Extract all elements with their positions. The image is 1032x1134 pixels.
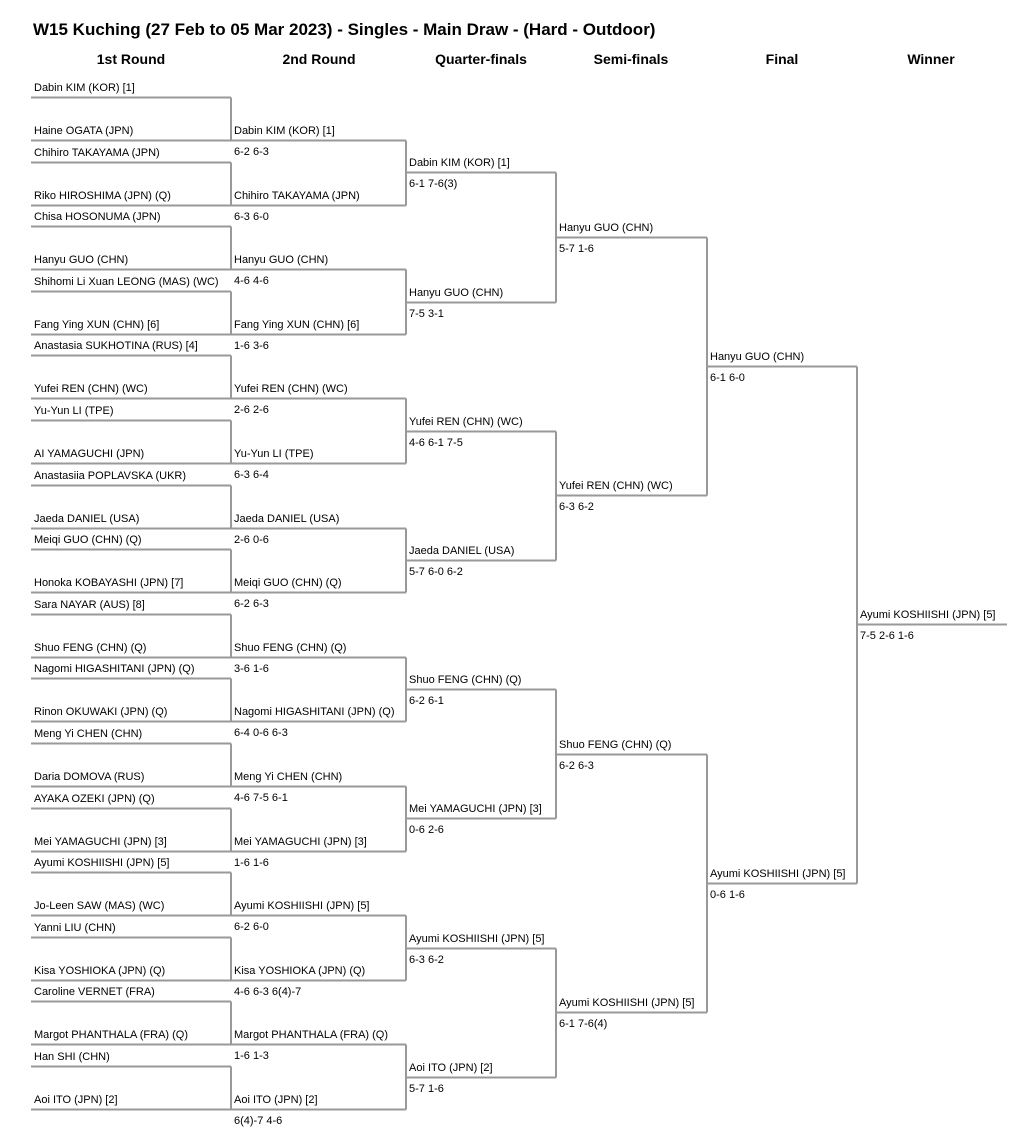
- match-score: 6-1 6-0: [710, 371, 745, 384]
- player-name: Meiqi GUO (CHN) (Q): [234, 576, 342, 589]
- match-score: 6(4)-7 4-6: [234, 1114, 283, 1127]
- player-name: Kisa YOSHIOKA (JPN) (Q): [34, 964, 166, 977]
- round-header-3: Quarter-finals: [435, 51, 527, 67]
- player-name: AI YAMAGUCHI (JPN): [34, 447, 145, 460]
- player-name: Shuo FENG (CHN) (Q): [559, 738, 672, 751]
- player-name: Ayumi KOSHIISHI (JPN) [5]: [409, 932, 545, 945]
- match-score: 3-6 1-6: [234, 662, 269, 675]
- player-name: Hanyu GUO (CHN): [710, 350, 805, 363]
- round-header-4: Semi-finals: [593, 51, 669, 67]
- player-name: Yanni LIU (CHN): [34, 921, 116, 934]
- player-name: Kisa YOSHIOKA (JPN) (Q): [234, 964, 366, 977]
- player-name: Aoi ITO (JPN) [2]: [409, 1061, 493, 1074]
- player-name: Jaeda DANIEL (USA): [34, 512, 140, 525]
- player-name: Ayumi KOSHIISHI (JPN) [5]: [559, 996, 695, 1009]
- match-score: 4-6 4-6: [234, 274, 269, 287]
- player-name: AYAKA OZEKI (JPN) (Q): [34, 792, 155, 805]
- player-name: Mei YAMAGUCHI (JPN) [3]: [409, 802, 542, 815]
- player-name: Ayumi KOSHIISHI (JPN) [5]: [234, 899, 370, 912]
- player-name: Ayumi KOSHIISHI (JPN) [5]: [860, 608, 996, 621]
- player-name: Shuo FENG (CHN) (Q): [409, 673, 522, 686]
- match-score: 5-7 6-0 6-2: [409, 565, 463, 578]
- player-name: Dabin KIM (KOR) [1]: [409, 156, 510, 169]
- player-name: Margot PHANTHALA (FRA) (Q): [34, 1028, 189, 1041]
- match-score: 1-6 3-6: [234, 339, 269, 352]
- round-header-6: Winner: [907, 51, 955, 67]
- player-name: Daria DOMOVA (RUS): [34, 770, 145, 783]
- match-score: 1-6 1-6: [234, 856, 269, 869]
- player-name: Dabin KIM (KOR) [1]: [234, 124, 335, 137]
- player-name: Hanyu GUO (CHN): [559, 221, 654, 234]
- player-name: Mei YAMAGUCHI (JPN) [3]: [234, 835, 367, 848]
- player-name: Margot PHANTHALA (FRA) (Q): [234, 1028, 389, 1041]
- player-name: Nagomi HIGASHITANI (JPN) (Q): [34, 662, 195, 675]
- player-name: Honoka KOBAYASHI (JPN) [7]: [34, 576, 184, 589]
- match-score: 6-2 6-1: [409, 694, 444, 707]
- player-name: Fang Ying XUN (CHN) [6]: [34, 318, 160, 331]
- player-name: Meng Yi CHEN (CHN): [34, 727, 143, 740]
- round-header-5: Final: [765, 51, 799, 67]
- match-score: 7-5 2-6 1-6: [860, 629, 914, 642]
- player-name: Ayumi KOSHIISHI (JPN) [5]: [710, 867, 846, 880]
- match-score: 6-2 6-3: [234, 145, 269, 158]
- match-score: 2-6 0-6: [234, 533, 269, 546]
- player-name: Nagomi HIGASHITANI (JPN) (Q): [234, 705, 395, 718]
- match-score: 2-6 2-6: [234, 403, 269, 416]
- match-score: 0-6 2-6: [409, 823, 444, 836]
- match-score: 6-2 6-3: [559, 759, 594, 772]
- player-name: Chihiro TAKAYAMA (JPN): [34, 146, 160, 159]
- match-score: 6-1 7-6(4): [559, 1017, 608, 1030]
- player-name: Sara NAYAR (AUS) [8]: [34, 598, 145, 611]
- player-name: Ayumi KOSHIISHI (JPN) [5]: [34, 856, 170, 869]
- player-name: Yu-Yun LI (TPE): [34, 404, 114, 417]
- player-name: Riko HIROSHIMA (JPN) (Q): [34, 189, 171, 202]
- match-score: 6-3 6-2: [409, 953, 444, 966]
- player-name: Yufei REN (CHN) (WC): [234, 382, 348, 395]
- player-name: Shuo FENG (CHN) (Q): [34, 641, 147, 654]
- player-name: Caroline VERNET (FRA): [34, 985, 155, 998]
- player-name: Anastasia SUKHOTINA (RUS) [4]: [34, 339, 198, 352]
- player-name: Yufei REN (CHN) (WC): [409, 415, 523, 428]
- match-score: 6-3 6-4: [234, 468, 269, 481]
- player-name: Jo-Leen SAW (MAS) (WC): [34, 899, 165, 912]
- round-header-1: 1st Round: [96, 51, 166, 67]
- match-score: 5-7 1-6: [409, 1082, 444, 1095]
- player-name: Hanyu GUO (CHN): [234, 253, 329, 266]
- player-name: Shihomi Li Xuan LEONG (MAS) (WC): [34, 275, 219, 288]
- match-score: 7-5 3-1: [409, 307, 444, 320]
- player-name: Fang Ying XUN (CHN) [6]: [234, 318, 360, 331]
- match-score: 4-6 6-1 7-5: [409, 436, 463, 449]
- player-name: Meng Yi CHEN (CHN): [234, 770, 343, 783]
- player-name: Yufei REN (CHN) (WC): [559, 479, 673, 492]
- player-name: Meiqi GUO (CHN) (Q): [34, 533, 142, 546]
- player-name: Yu-Yun LI (TPE): [234, 447, 314, 460]
- match-score: 1-6 1-3: [234, 1049, 269, 1062]
- player-name: Yufei REN (CHN) (WC): [34, 382, 148, 395]
- player-name: Rinon OKUWAKI (JPN) (Q): [34, 705, 168, 718]
- player-name: Jaeda DANIEL (USA): [409, 544, 515, 557]
- match-score: 6-1 7-6(3): [409, 177, 458, 190]
- player-name: Mei YAMAGUCHI (JPN) [3]: [34, 835, 167, 848]
- player-name: Jaeda DANIEL (USA): [234, 512, 340, 525]
- match-score: 6-4 0-6 6-3: [234, 726, 288, 739]
- page-title: W15 Kuching (27 Feb to 05 Mar 2023) - Singles - Main Draw - (Hard - Outdoor): [33, 20, 656, 39]
- match-score: 6-3 6-2: [559, 500, 594, 513]
- match-score: 6-3 6-0: [234, 210, 269, 223]
- match-score: 6-2 6-0: [234, 920, 269, 933]
- player-name: Aoi ITO (JPN) [2]: [234, 1093, 318, 1106]
- match-score: 0-6 1-6: [710, 888, 745, 901]
- match-score: 4-6 7-5 6-1: [234, 791, 288, 804]
- round-header-2: 2nd Round: [282, 51, 356, 67]
- player-name: Shuo FENG (CHN) (Q): [234, 641, 347, 654]
- match-score: 4-6 6-3 6(4)-7: [234, 985, 302, 998]
- player-name: Hanyu GUO (CHN): [34, 253, 129, 266]
- match-score: 6-2 6-3: [234, 597, 269, 610]
- player-name: Hanyu GUO (CHN): [409, 286, 504, 299]
- player-name: Han SHI (CHN): [34, 1050, 110, 1063]
- player-name: Dabin KIM (KOR) [1]: [34, 81, 135, 94]
- player-name: Chisa HOSONUMA (JPN): [34, 210, 161, 223]
- match-score: 5-7 1-6: [559, 242, 594, 255]
- player-name: Chihiro TAKAYAMA (JPN): [234, 189, 360, 202]
- player-name: Haine OGATA (JPN): [34, 124, 134, 137]
- player-name: Anastasiia POPLAVSKA (UKR): [34, 469, 187, 482]
- player-name: Aoi ITO (JPN) [2]: [34, 1093, 118, 1106]
